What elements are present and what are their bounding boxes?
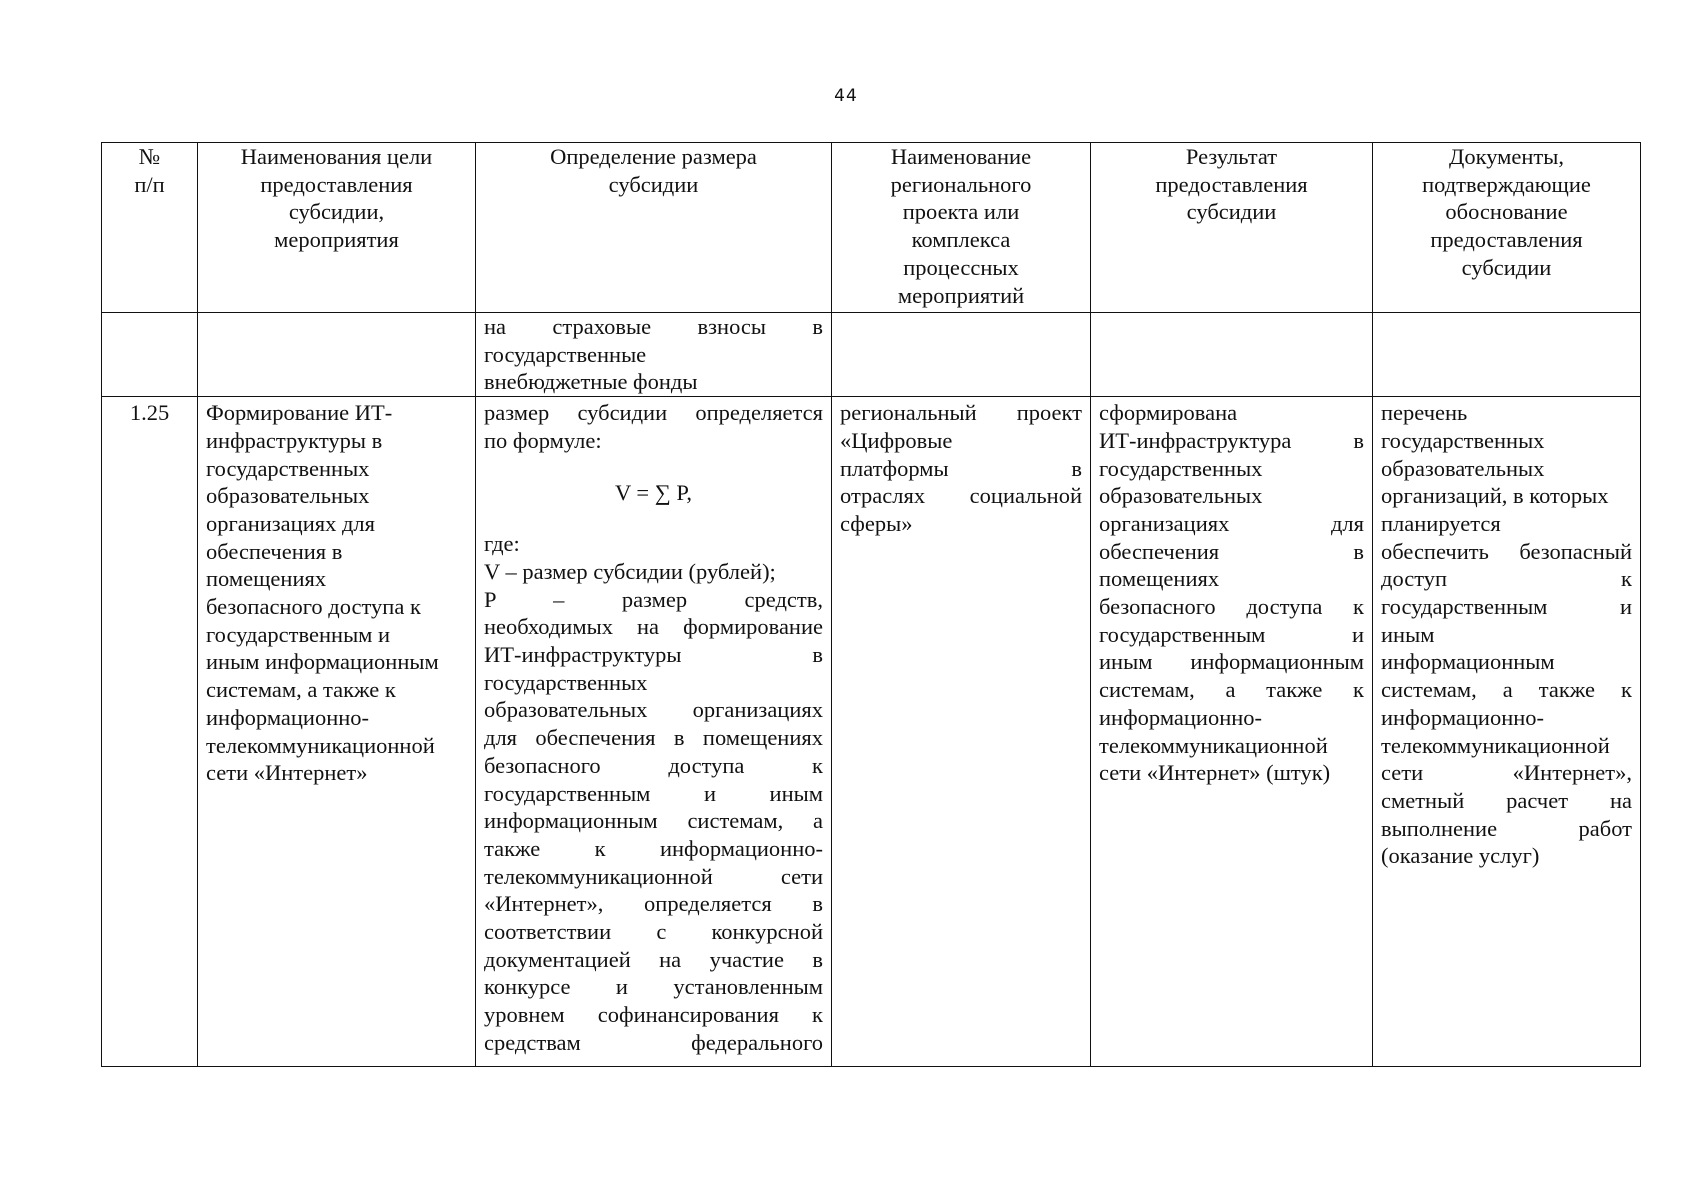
text-line: субсидии (1461, 254, 1552, 280)
text-line: телекоммуникационной (1099, 732, 1328, 758)
text-line: п/п (134, 171, 165, 197)
text-line: помещениях (1099, 566, 1220, 592)
text-line: сети «Интернет» (206, 760, 368, 786)
text-line: Наименования цели (240, 144, 433, 169)
header-cell-goal (198, 143, 476, 313)
text-line: организаций, в которых (1381, 483, 1609, 509)
text-line: подтверждающие (1422, 171, 1591, 197)
goal-cell (198, 397, 476, 1067)
text-line: безопасного доступа к (484, 752, 823, 778)
text-line: государственным и (1099, 621, 1364, 647)
text-line: иным информационным (206, 649, 439, 675)
size-intro (484, 399, 823, 454)
text-line: иным (1381, 621, 1435, 647)
text-line: «Интернет», определяется в (484, 891, 823, 917)
text-line: конкурсе и установленным (484, 974, 823, 1000)
text-line: телекоммуникационной (206, 732, 435, 758)
text-line: платформы в (840, 455, 1082, 481)
text-line: для обеспечения в помещениях (484, 725, 823, 751)
header-cell-result (1091, 143, 1373, 313)
size-where: где: (484, 531, 520, 557)
text-line: сферы» (840, 510, 913, 536)
text-line: отраслях социальной (840, 483, 1082, 509)
text-line: P – размер средств, (484, 586, 823, 612)
text-line: предоставления (1155, 171, 1308, 197)
text-line: выполнение работ (1381, 815, 1632, 841)
text-line: Формирование ИТ- (206, 400, 393, 426)
text-line: телекоммуникационной сети (484, 863, 823, 889)
text-line: информационно- (1381, 704, 1545, 730)
text-line: государственным и иным (484, 780, 823, 806)
text-line: государственные (484, 341, 647, 367)
size-cell (476, 397, 832, 1067)
text-line: обеспечения в (206, 538, 343, 564)
table-row (102, 397, 1641, 1067)
text-line: предоставления (1430, 227, 1583, 253)
project-cell (832, 397, 1091, 1067)
text-line: мероприятий (897, 282, 1025, 308)
text-line: информационно- (1099, 704, 1263, 730)
cont-cell-documents (1373, 313, 1641, 397)
text-line: инфраструктуры в (206, 427, 383, 453)
text-line: образовательных (1099, 483, 1263, 509)
text-line: сметный расчет на (1381, 787, 1632, 813)
text-line: образовательных (1381, 455, 1545, 481)
text-line: образовательных (206, 483, 370, 509)
text-line: обоснование (1445, 199, 1568, 225)
text-line: внебюджетные фонды (484, 369, 698, 395)
text-line: Определение размера (550, 144, 757, 169)
text-line: (оказание услуг) (1381, 843, 1540, 869)
text-line: V – размер субсидии (рублей); (484, 558, 776, 584)
text-line: государственных (1099, 455, 1263, 481)
cont-cell-goal (198, 313, 476, 397)
text-line: также к информационно- (484, 835, 823, 861)
text-line: государственным и (1381, 594, 1632, 620)
text-line: иным информационным (1099, 649, 1364, 675)
text-line: процессных (903, 254, 1019, 280)
text-line: комплекса (911, 227, 1011, 253)
cont-cell-project (832, 313, 1091, 397)
text-line: информационно- (206, 704, 370, 730)
text-line: размер субсидии определяется (484, 400, 823, 426)
text-line: системам, а также к (206, 677, 396, 703)
text-line: субсидии, (288, 199, 385, 225)
cont-cell-number (102, 313, 198, 397)
text-line: доступ к (1381, 566, 1632, 592)
text-line: соответствии с конкурсной (484, 919, 823, 945)
text-line: информационным (1381, 649, 1555, 675)
continuation-row (102, 313, 1641, 397)
text-line: Документы, (1448, 144, 1564, 169)
header-row (102, 143, 1641, 313)
text-line: № (138, 144, 161, 169)
text-line: субсидии (608, 171, 699, 197)
text-line: проекта или (902, 199, 1020, 225)
cont-cell-result (1091, 313, 1373, 397)
text-line: безопасного доступа к (1099, 594, 1364, 620)
text-line: предоставления (260, 171, 413, 197)
header-cell-project (832, 143, 1091, 313)
text-line: сети «Интернет» (штук) (1099, 760, 1331, 786)
header-cell-documents (1373, 143, 1641, 313)
text-line: организациях для (1099, 510, 1364, 536)
size-body (484, 558, 823, 1057)
row-number: 1.25 (102, 397, 198, 1067)
text-line: государственных (484, 669, 648, 695)
text-line: ИТ-инфраструктуры в (484, 642, 823, 668)
text-line: информационным системам, а (484, 808, 823, 834)
text-line: системам, а также к (1099, 677, 1364, 703)
text-line: безопасного доступа к (206, 594, 421, 620)
text-line: средствам федерального (484, 1029, 823, 1055)
text-line: помещениях (206, 566, 327, 592)
text-line: государственных (1381, 427, 1545, 453)
header-cell-size (476, 143, 832, 313)
text-line: мероприятия (274, 227, 399, 253)
text-line: необходимых на формирование (484, 614, 823, 640)
text-line: документацией на участие в (484, 946, 823, 972)
result-cell (1091, 397, 1373, 1067)
text-line: регионального (890, 171, 1032, 197)
text-line: на страховые взносы в (484, 314, 823, 339)
page-number: 44 (834, 86, 858, 106)
text-line: Наименование (890, 144, 1032, 169)
text-line: государственным и (206, 621, 391, 647)
text-line: обеспечения в (1099, 538, 1364, 564)
text-line: планируется (1381, 510, 1501, 536)
header-cell-number (102, 143, 198, 313)
documents-cell (1373, 397, 1641, 1067)
text-line: сформирована (1099, 400, 1238, 426)
text-line: субсидии (1186, 199, 1277, 225)
text-line: по формуле: (484, 427, 602, 453)
text-line: Результат (1185, 144, 1278, 169)
text-line: образовательных организациях (484, 697, 823, 723)
text-line: ИТ-инфраструктура в (1099, 427, 1364, 453)
text-line: системам, а также к (1381, 677, 1632, 703)
text-line: государственных (206, 455, 370, 481)
subsidy-table (101, 142, 1641, 1067)
formula: V = ∑ P, (614, 479, 693, 505)
text-line: организациях для (206, 510, 376, 536)
cont-cell-size (476, 313, 832, 397)
text-line: телекоммуникационной (1381, 732, 1610, 758)
text-line: региональный проект (840, 400, 1082, 426)
text-line: уровнем софинансирования к (484, 1002, 823, 1028)
text-line: «Цифровые (840, 427, 953, 453)
text-line: сети «Интернет», (1381, 760, 1632, 786)
text-line: перечень (1381, 400, 1468, 426)
text-line: обеспечить безопасный (1381, 538, 1632, 564)
